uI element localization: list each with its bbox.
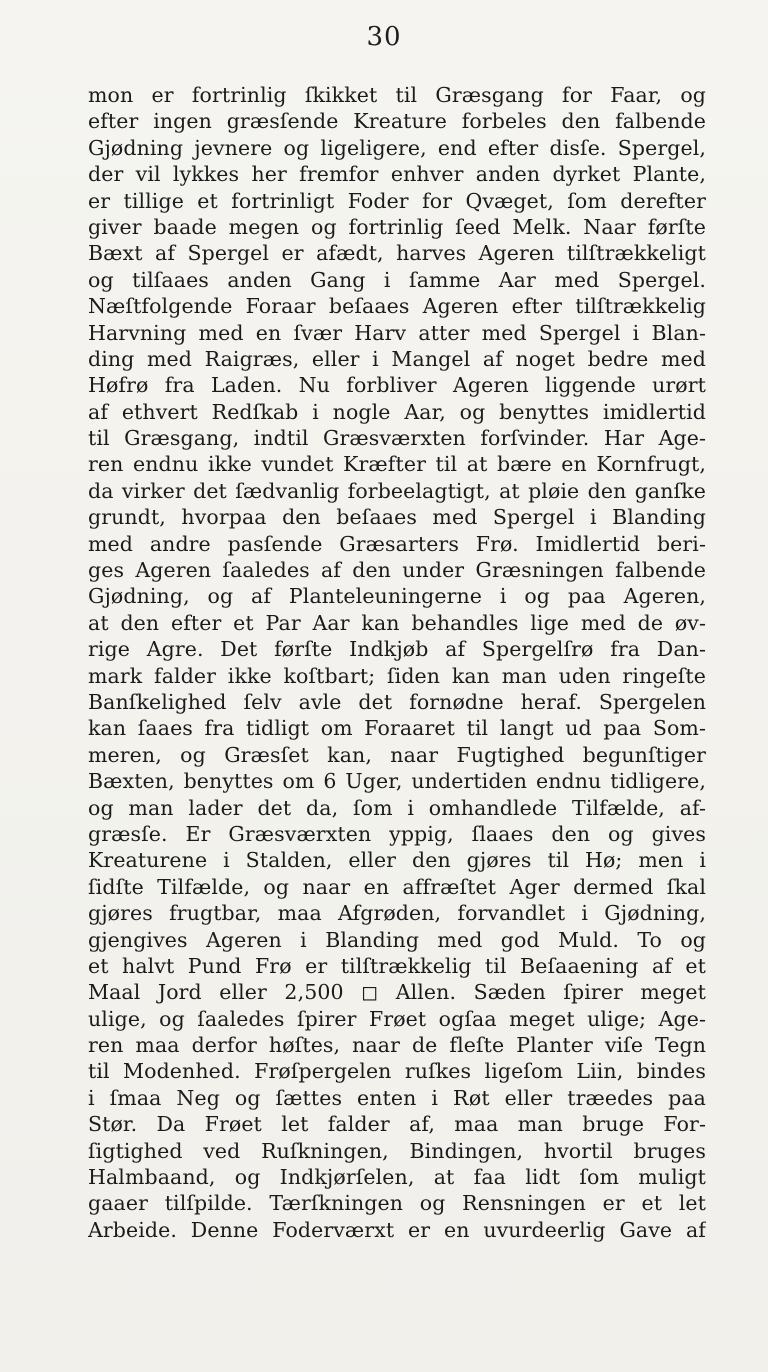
text-line: Gjødning, og af Planteleuningerne i og paa Ageren, — [88, 584, 706, 609]
text-line: Arbeide. Denne Foderværxt er en uvurdeerlig Gave af — [88, 1217, 706, 1242]
text-line: kan ſaaes fra tidligt om Foraaret til langt ud paa Som- — [88, 716, 706, 741]
text-line: der vil lykkes her fremfor enhver anden dyrket Plante, — [88, 162, 706, 187]
text-line: gaaer tilſpilde. Tærſkningen og Rensningen er et let — [88, 1191, 706, 1216]
text-line: mon er fortrinlig ſkikket til Græsgang for Faar, og — [88, 83, 706, 107]
text-line: Næſtfolgende Foraar beſaaes Ageren efter tilſtrækkelig — [88, 294, 706, 319]
text-line: Maal Jord eller 2,500 ◻ Allen. Sæden ſpirer meget — [88, 980, 706, 1005]
text-line: ſigtighed ved Ruſkningen, Bindingen, hvortil bruges — [88, 1138, 706, 1163]
text-line: ren maa derfor høſtes, naar de fleſte Planter viſe Tegn — [88, 1033, 706, 1058]
text-line: Banſkelighed ſelv avle det fornødne heraf. Spergelen — [88, 689, 706, 714]
text-line: Stør. Da Frøet let falder af, maa man bruge For- — [88, 1112, 706, 1137]
text-line: efter ingen græsſende Kreature forbeles den falbende — [88, 109, 706, 134]
text-line: gjøres frugtbar, maa Afgrøden, forvandlet i Gjødning, — [88, 901, 706, 926]
text-line: giver baade megen og fortrinlig ſeed Melk. Naar førſte — [88, 214, 706, 239]
text-line: Gjødning jevnere og ligeligere, end efter disſe. Spergel, — [88, 135, 706, 160]
text-line: ulige, og ſaaledes ſpirer Frøet ogſaa meget ulige; Age- — [88, 1006, 706, 1031]
text-line: mark falder ikke koſtbart; ſiden kan man uden ringeſte — [88, 663, 706, 688]
text-line: ſidſte Tilfælde, og naar en affræſtet Ager dermed ſkal — [88, 874, 706, 899]
text-line: til Græsgang, indtil Græsværxten forſvinder. Har Age- — [88, 426, 706, 451]
text-line: med andre pasſende Græsarters Frø. Imidlertid beri- — [88, 531, 706, 556]
text-line: ding med Raigræs, eller i Mangel af noget bedre med — [88, 346, 706, 371]
text-line: ren endnu ikke vundet Kræfter til at bære en Kornfrugt, — [88, 452, 706, 477]
text-line: græsſe. Er Græsværxten yppig, ſlaaes den og gives — [88, 821, 706, 846]
text-line: er tillige et fortrinligt Foder for Qvæget, ſom derefter — [88, 188, 706, 213]
text-line: og man lader det da, ſom i omhandlede Tilfælde, af- — [88, 795, 706, 820]
text-line: Kreaturene i Stalden, eller den gjøres til Hø; men i — [88, 848, 706, 873]
text-line: at den efter et Par Aar kan behandles lige med de øv- — [88, 610, 706, 635]
text-line: Harvning med en ſvær Harv atter med Spergel i Blan- — [88, 320, 706, 345]
page-number: 30 — [366, 22, 402, 52]
text-line: gjengives Ageren i Blanding med god Muld. To og — [88, 927, 706, 952]
text-line: da virker det ſædvanlig forbeelagtigt, at pløie den ganſke — [88, 478, 706, 503]
text-line: rige Agre. Det førſte Indkjøb af Spergelſrø fra Dan- — [88, 637, 706, 662]
text-line: Bæxt af Spergel er afædt, harves Ageren tilſtrækkeligt — [88, 241, 706, 266]
text-line: ges Ageren ſaaledes af den under Græsningen falbende — [88, 558, 706, 583]
text-line: til Modenhed. Frøſpergelen ruſkes ligeſom Liin, bindes — [88, 1059, 706, 1084]
text-line: af ethvert Redſkab i nogle Aar, og benyttes imidlertid — [88, 399, 706, 424]
text-line: i ſmaa Neg og ſættes enten i Røt eller træedes paa — [88, 1085, 706, 1110]
text-line: og tilſaaes anden Gang i ſamme Aar med Spergel. — [88, 267, 706, 292]
text-line: meren, og Græsſet kan, naar Fugtighed begunſtiger — [88, 742, 706, 767]
text-line: Halmbaand, og Indkjørſelen, at faa lidt ſom muligt — [88, 1165, 706, 1190]
text-line: grundt, hvorpaa den beſaaes med Spergel i Blanding — [88, 505, 706, 530]
text-line: Høfrø fra Laden. Nu forbliver Ageren liggende urørt — [88, 373, 706, 398]
text-line: et halvt Pund Frø er tilſtrækkelig til Beſaaening af et — [88, 953, 706, 978]
body-text — [88, 82, 706, 1243]
text-line: Bæxten, benyttes om 6 Uger, undertiden endnu tidligere, — [88, 769, 706, 794]
